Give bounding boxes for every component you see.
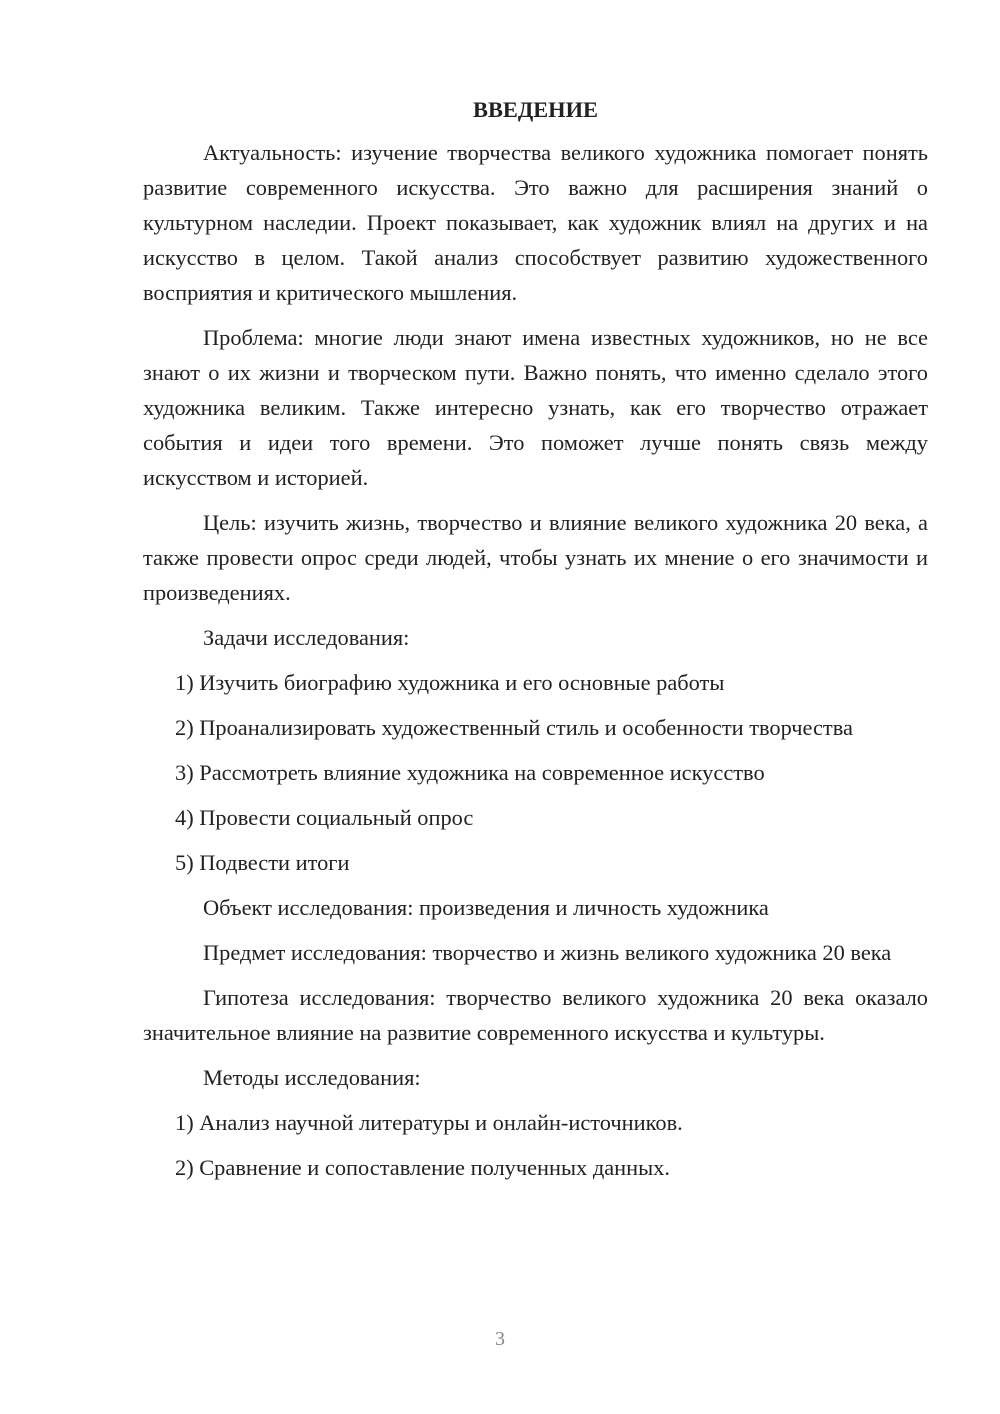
task-item-1: 1) Изучить биографию художника и его основные работы — [175, 670, 725, 695]
problem-paragraph: Проблема: многие люди знают имена известных художников, но не все знают о их жизни и творческом пути. Важно понять, что именно сделало этого художника великим. Также интересно узнать, как его творчество отражает события и идеи того времени. Это поможет лучше понять связь между искусством и историей. — [143, 325, 928, 490]
object-paragraph: Объект исследования: произведения и личность художника — [203, 895, 769, 920]
method-item-2: 2) Сравнение и сопоставление полученных данных. — [175, 1155, 670, 1180]
page-number: 3 — [495, 1328, 505, 1350]
task-item-2: 2) Проанализировать художественный стиль и особенности творчества — [175, 715, 853, 740]
subject-paragraph: Предмет исследования: творчество и жизнь великого художника 20 века — [203, 940, 892, 965]
task-item-4: 4) Провести социальный опрос — [175, 805, 474, 830]
task-item-3: 3) Рассмотреть влияние художника на современное искусство — [175, 760, 765, 785]
tasks-heading: Задачи исследования: — [203, 625, 410, 650]
method-item-1: 1) Анализ научной литературы и онлайн-источников. — [175, 1110, 683, 1135]
methods-heading: Методы исследования: — [203, 1065, 421, 1090]
section-title: ВВЕДЕНИЕ — [473, 97, 598, 122]
relevance-paragraph: Актуальность: изучение творчества великого художника помогает понять развитие современного искусства. Это важно для расширения знаний о культурном наследии. Проект показывает, как художник влиял на других и на искусство в целом. Такой анализ способствует развитию художественного восприятия и критического мышления. — [143, 140, 928, 305]
goal-paragraph: Цель: изучить жизнь, творчество и влияние великого художника 20 века, а также провести опрос среди людей, чтобы узнать их мнение о его значимости и произведениях. — [143, 510, 928, 605]
page-content — [143, 92, 928, 1195]
hypothesis-paragraph: Гипотеза исследования: творчество великого художника 20 века оказало значительное влияние на развитие современного искусства и культуры. — [143, 985, 928, 1045]
task-item-5: 5) Подвести итоги — [175, 850, 350, 875]
